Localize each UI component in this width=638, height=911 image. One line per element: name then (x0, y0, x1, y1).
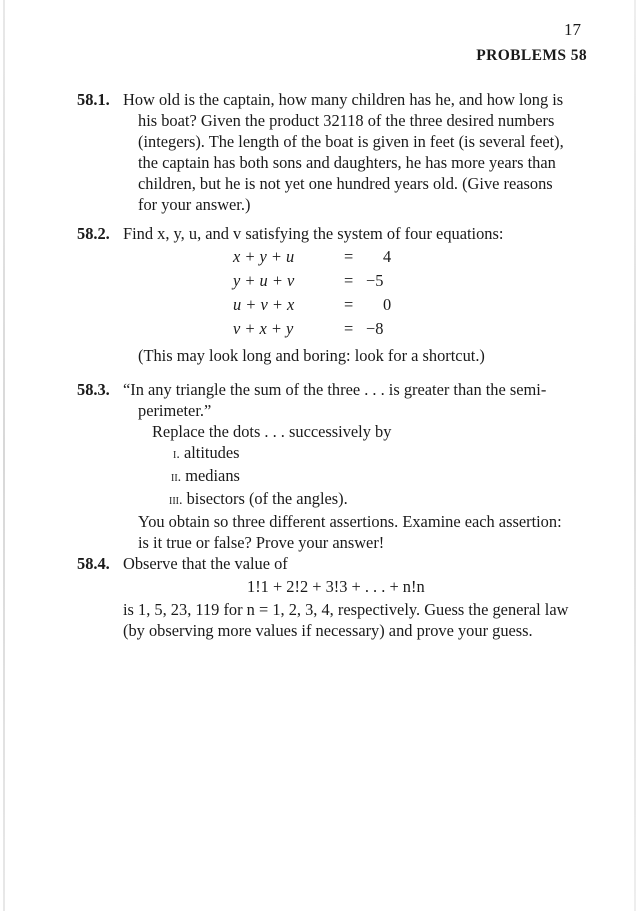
equation-row (123, 318, 589, 342)
text-line: perimeter.” (138, 401, 212, 420)
problem-note: (This may look long and boring: look for a shortcut.) (138, 346, 485, 365)
roman-numeral: iii. (169, 493, 183, 508)
equation-rhs: −5 (366, 271, 384, 290)
page-number: 17 (564, 20, 581, 39)
problem-number: 58.1. (77, 90, 110, 109)
equation-lhs: v + x + y (233, 319, 294, 338)
text-line: (by observing more values if necessary) and prove your guess. (123, 621, 533, 640)
text-line: is it true or false? Prove your answer! (138, 533, 385, 552)
problem-text (123, 553, 589, 641)
text-line: “In any triangle the sum of the three . . . is greater than the semi- (123, 380, 547, 399)
problem-number: 58.2. (77, 224, 110, 243)
problem-58-3 (77, 379, 589, 553)
text-line: the captain has both sons and daughters, he has more years than (138, 153, 556, 172)
equation-row (123, 294, 589, 318)
equation-rhs: −8 (366, 319, 384, 338)
roman-numeral: ii. (171, 470, 182, 485)
text-line: You obtain so three different assertions. Examine each assertion: (138, 512, 562, 531)
running-head: PROBLEMS 58 (476, 47, 587, 64)
problem-text (123, 89, 589, 215)
text-line: Find x, y, u, and v satisfying the system of four equations: (123, 224, 504, 243)
text-line: for your answer.) (138, 195, 251, 214)
equals-sign: = (344, 247, 354, 266)
text-line: Observe that the value of (123, 554, 288, 573)
equation-rhs: 4 (383, 247, 392, 266)
text-line: children, but he is not yet one hundred years old. (Give reasons (138, 174, 553, 193)
problem-number: 58.3. (77, 380, 110, 399)
equals-sign: = (344, 271, 354, 290)
page-edge-left (3, 0, 5, 911)
problem-number: 58.4. (77, 554, 110, 573)
equation-lhs: u + v + x (233, 295, 295, 314)
equation-lhs: x + y + u (233, 247, 295, 266)
page-edge-right (634, 0, 636, 911)
list-item (138, 442, 589, 465)
list-item-text: medians (185, 466, 240, 485)
problem-58-2 (77, 223, 589, 366)
text-line: How old is the captain, how many children has he, and how long is (123, 90, 564, 109)
list-item (138, 488, 589, 511)
list-item (138, 465, 589, 488)
equals-sign: = (344, 295, 354, 314)
problem-text (123, 223, 589, 366)
formula: 1!1 + 2!2 + 3!3 + . . . + n!n (247, 577, 425, 596)
list-item-text: bisectors (of the angles). (186, 489, 348, 508)
roman-numeral: i. (173, 447, 180, 462)
equation-lhs: y + u + v (233, 271, 295, 290)
text-line: is 1, 5, 23, 119 for n = 1, 2, 3, 4, respectively. Guess the general law (123, 600, 569, 619)
equals-sign: = (344, 319, 354, 338)
equation-row (123, 270, 589, 294)
text-line: (integers). The length of the boat is given in feet (is several feet), (138, 132, 564, 151)
list-item-text: altitudes (183, 443, 240, 462)
text-line: Replace the dots . . . successively by (152, 422, 392, 441)
problem-58-4 (77, 553, 589, 641)
equation-system (123, 246, 589, 342)
equation-rhs: 0 (383, 295, 392, 314)
problem-text (123, 379, 589, 553)
problem-58-1 (77, 89, 589, 215)
text-line: his boat? Given the product 32118 of the three desired numbers (138, 111, 555, 130)
equation-row (123, 246, 589, 270)
